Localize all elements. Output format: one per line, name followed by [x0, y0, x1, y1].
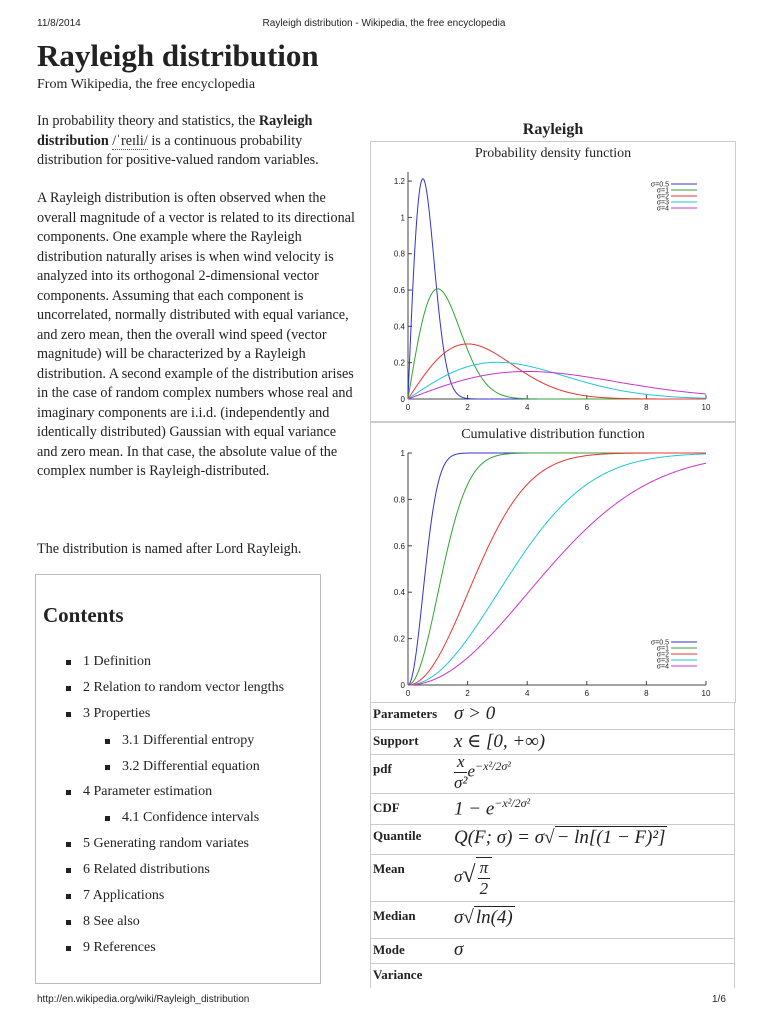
infobox-row-support — [370, 729, 734, 754]
ipa-pronunciation-link[interactable]: /ˈreɪli/ — [112, 132, 148, 149]
infobox-row-median — [370, 901, 734, 938]
pdf-legend-label: σ=3 — [656, 199, 669, 207]
pdf-fraction — [454, 752, 467, 793]
infobox-row-variance — [370, 963, 734, 988]
cdf-exponent: −x²/2σ² — [494, 796, 531, 810]
mode-value: σ — [454, 939, 464, 960]
cdf-y-tick-label: 0.6 — [393, 541, 405, 551]
cdf-legend-label: σ=1 — [656, 645, 669, 653]
pdf-series-line-sigma-3 — [408, 362, 706, 399]
pdf-chart-title: Probability density function — [474, 146, 632, 161]
infobox-row-mode — [370, 938, 734, 963]
cdf-x-tick-label: 10 — [701, 689, 711, 698]
cdf-x-tick-label: 2 — [465, 689, 470, 698]
page-subtitle: From Wikipedia, the free encyclopedia — [37, 77, 256, 92]
pdf-label: pdf — [373, 761, 392, 776]
cdf-y-tick-label: 0 — [400, 681, 405, 690]
toc-title: Contents — [43, 603, 124, 627]
cdf-chart — [371, 423, 735, 702]
toc-item-confidence-intervals[interactable]: 4.1 Confidence intervals — [122, 810, 260, 825]
pdf-x-tick-label: 10 — [701, 403, 711, 412]
toc-item-references[interactable]: 9 References — [83, 940, 156, 955]
print-date: 11/8/2014 — [37, 18, 81, 29]
pdf-x-tick-label: 2 — [465, 403, 470, 412]
footer-url[interactable]: http://en.wikipedia.org/wiki/Rayleigh_distribution — [37, 994, 250, 1005]
pdf-y-tick-label: 0 — [400, 395, 405, 404]
support-label: Support — [373, 733, 419, 748]
mean-fraction — [476, 857, 493, 899]
print-page-title: Rayleigh distribution - Wikipedia, the free encyclopedia — [262, 18, 506, 29]
parameters-value: σ > 0 — [454, 703, 496, 724]
pdf-series-line-sigma-1 — [408, 289, 706, 399]
quantile-label: Quantile — [373, 828, 422, 843]
pdf-x-tick-label: 4 — [524, 403, 530, 412]
sqrt-icon: √ — [463, 907, 474, 928]
mean-label: Mean — [373, 861, 405, 876]
pdf-formula — [454, 752, 511, 793]
cdf-formula — [454, 796, 530, 820]
footer-page-number: 1/6 — [712, 994, 726, 1005]
pdf-chart — [371, 142, 735, 421]
intro-text-start: In probability theory and statistics, the — [37, 113, 259, 129]
support-value: x ∈ [0, +∞) — [454, 731, 546, 752]
cdf-y-tick-label: 0.2 — [393, 634, 405, 644]
pdf-legend-label: σ=2 — [656, 193, 669, 201]
median-lhs: σ — [454, 907, 464, 928]
cdf-legend-label: σ=2 — [656, 651, 669, 659]
page-title: Rayleigh distribution — [37, 38, 319, 73]
pdf-exponent: −x²/2σ² — [475, 758, 511, 773]
cdf-label: CDF — [373, 800, 400, 815]
cdf-y-tick-label: 0.8 — [393, 495, 405, 505]
median-label: Median — [373, 908, 416, 923]
pdf-base: e — [467, 761, 476, 781]
infobox-row-pdf — [370, 754, 734, 793]
pdf-legend-label: σ=0.5 — [650, 181, 669, 189]
mean-formula — [454, 857, 492, 899]
infobox-left-border — [370, 702, 371, 988]
toc-item-parameter-estimation[interactable]: 4 Parameter estimation — [83, 784, 213, 799]
cdf-chart-panel — [370, 422, 736, 703]
pdf-series-line-sigma-2 — [408, 344, 706, 399]
pdf-chart-panel — [370, 141, 736, 422]
infobox-row-quantile — [370, 824, 734, 854]
cdf-legend-label: σ=4 — [656, 663, 669, 671]
median-radicand: ln(4) — [475, 907, 513, 928]
infobox-title: Rayleigh — [522, 121, 584, 138]
quantile-lhs: Q(F; σ) = σ — [454, 827, 545, 848]
infobox-row-cdf — [370, 793, 734, 824]
pdf-y-tick-label: 0.4 — [393, 322, 405, 332]
cdf-x-tick-label: 8 — [644, 689, 649, 698]
toc-item-differential-entropy[interactable]: 3.1 Differential entropy — [122, 733, 255, 748]
mean-denominator: 2 — [479, 879, 489, 898]
paragraph-named-after: The distribution is named after Lord Rayleigh. — [37, 541, 302, 557]
pdf-x-tick-label: 6 — [584, 403, 590, 412]
pdf-y-tick-label: 0.2 — [393, 358, 405, 368]
intro-bold-term: Rayleigh distribution — [37, 113, 313, 149]
pdf-x-tick-label: 0 — [405, 403, 411, 412]
cdf-legend-label: σ=3 — [656, 657, 669, 665]
toc-item-applications[interactable]: 7 Applications — [83, 888, 165, 903]
cdf-legend-label: σ=0.5 — [650, 639, 669, 647]
pdf-y-tick-label: 0.8 — [393, 249, 405, 259]
toc-item-generating-variates[interactable]: 5 Generating random variates — [83, 836, 249, 851]
toc-item-definition[interactable]: 1 Definition — [83, 654, 152, 669]
pdf-y-tick-label: 1.2 — [393, 177, 405, 187]
cdf-x-tick-label: 4 — [524, 689, 530, 698]
mean-numerator: π — [479, 858, 489, 877]
toc-item-properties[interactable]: 3 Properties — [83, 706, 151, 721]
variance-label: Variance — [373, 967, 423, 982]
cdf-x-tick-label: 0 — [405, 689, 411, 698]
cdf-y-tick-label: 0.4 — [393, 588, 405, 598]
pdf-numerator: x — [454, 752, 467, 773]
pdf-legend-label: σ=1 — [656, 187, 669, 195]
pdf-denominator: σ² — [454, 773, 468, 792]
cdf-y-tick-label: 1 — [400, 449, 405, 458]
quantile-radicand: − ln[(1 − F)²] — [556, 827, 666, 848]
mode-label: Mode — [373, 942, 405, 957]
infobox-row-mean — [370, 854, 734, 901]
toc-item-see-also[interactable]: 8 See also — [83, 914, 140, 929]
table-of-contents — [35, 574, 321, 984]
infobox-row-parameters — [370, 702, 734, 729]
intro-text-end: is a continuous probability distribution for positive-valued random variables. — [37, 132, 319, 168]
pdf-x-tick-label: 8 — [644, 403, 649, 412]
median-formula — [454, 907, 515, 929]
infobox-right-border — [734, 702, 735, 988]
quantile-formula — [454, 827, 667, 849]
sqrt-icon: √ — [462, 861, 476, 888]
pdf-legend-label: σ=4 — [656, 205, 669, 213]
cdf-x-tick-label: 6 — [584, 689, 590, 698]
intro-paragraph — [37, 112, 359, 171]
mean-lhs: σ — [454, 866, 463, 886]
toc-item-related-distributions[interactable]: 6 Related distributions — [83, 862, 210, 877]
toc-item-relation[interactable]: 2 Relation to random vector lengths — [83, 680, 285, 695]
pdf-y-tick-label: 1 — [400, 213, 405, 223]
paragraph-observed: A Rayleigh distribution is often observed when the overall magnitude of a vector is related to its directional components. One example where the Rayleigh distribution naturally arises is when wind velocity is analyzed into its orthogonal 2-dimensional vector components. Assuming that each component is uncorrelated, normally distributed with equal variance, and zero mean, then the overall wind speed (vector magnitude) will be characterized by a Rayleigh distribution. A second example of the distribution arises in the case of random complex numbers whose real and imaginary components are i.i.d. (independently and identically distributed) Gaussian with equal variance and zero mean. In that case, the absolute value of the complex number is Rayleigh-distributed. — [37, 190, 355, 479]
cdf-chart-title: Cumulative distribution function — [461, 427, 645, 442]
parameters-label: Parameters — [373, 706, 438, 721]
pdf-y-tick-label: 0.6 — [393, 286, 405, 296]
toc-item-differential-equation[interactable]: 3.2 Differential equation — [122, 759, 260, 774]
pdf-series-line-sigma-4 — [408, 371, 706, 399]
sqrt-icon: √ — [544, 827, 555, 848]
cdf-base: 1 − e — [454, 798, 495, 820]
